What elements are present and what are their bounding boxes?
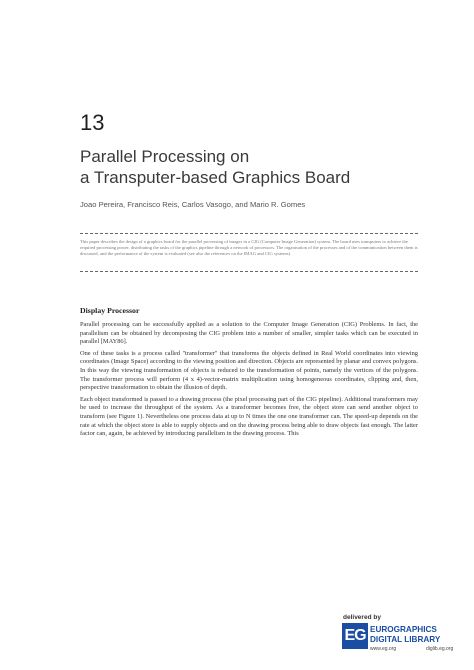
section-body: [80, 321, 418, 442]
digital-library-wordmark: DIGITAL LIBRARY: [370, 635, 441, 644]
abstract-bottom-rule: [80, 271, 418, 272]
eurographics-wordmark: EUROGRAPHICS: [370, 625, 437, 634]
eg-org-link[interactable]: www.eg.org: [370, 646, 397, 652]
body-paragraph: Parallel processing can be successfully applied as a solution to the Computer Image Generation (CIG) Problems. In fact, the parallelism can be obtained by decomposing the CIG problem into a number of smaller, simpler tasks which can be executed in parallel [MAY86].: [80, 321, 418, 346]
section-heading: Display Processor: [80, 306, 140, 315]
delivered-by-label: delivered by: [343, 614, 381, 621]
chapter-title-line-1: Parallel Processing on: [80, 147, 250, 166]
author-list: Joao Pereira, Francisco Reis, Carlos Vasogo, and Mario R. Gomes: [80, 200, 306, 209]
chapter-title: [80, 146, 420, 188]
chapter-title-line-2: a Transputer-based Graphics Board: [80, 168, 351, 187]
abstract-text: This paper describes the design of a graphics board for the parallel processing of images in a CIG (Computer Image Generation) system. The board uses transputers to achieve the required processing power, distributing the tasks of the graphics pipeline through a network of processors. The organisation of the processes and of the communication between them is discussed, and the performance of the system is evaluated (see also the references on the IMAG and CIG systems).: [80, 239, 418, 257]
diglib-link[interactable]: diglib.eg.org: [426, 646, 454, 652]
eurographics-logo-icon: EG: [342, 623, 368, 649]
body-paragraph: Each object transformed is passed to a drawing process (the pixel processing part of the CIG pipeline). Additional transformers may be used to increase the throughput of the system. As a transformer becomes free, the object store can send another object to transform (see Figure 1). Nevertheless one process data at up to N times the one one transformer can. The speed-up depends on the rate at which the object store is able to supply objects and on the drawing process being able to draw objects fast enough. The latter factor can, again, be achieved by introducing parallelism in the drawing process. This: [80, 395, 418, 438]
eurographics-badge[interactable]: [340, 612, 464, 654]
chapter-number: 13: [80, 110, 105, 135]
abstract-top-rule: [80, 233, 418, 234]
body-paragraph: One of these tasks is a process called "transformer" that transforms the objects defined in Real World coordinates into viewing coordinates (Image Space) according to the viewing position and direction. Objects are represented by planar and convex polygons. In this way the viewing transformation of objects is reduced to the transformation of points, namely the vertices of the polygons. The transformer process will perform (4 x 4)-vector-matrix multiplication using homogeneous coordinates, clipping and, then, perspective transformation to obtain the illusion of depth.: [80, 349, 418, 392]
